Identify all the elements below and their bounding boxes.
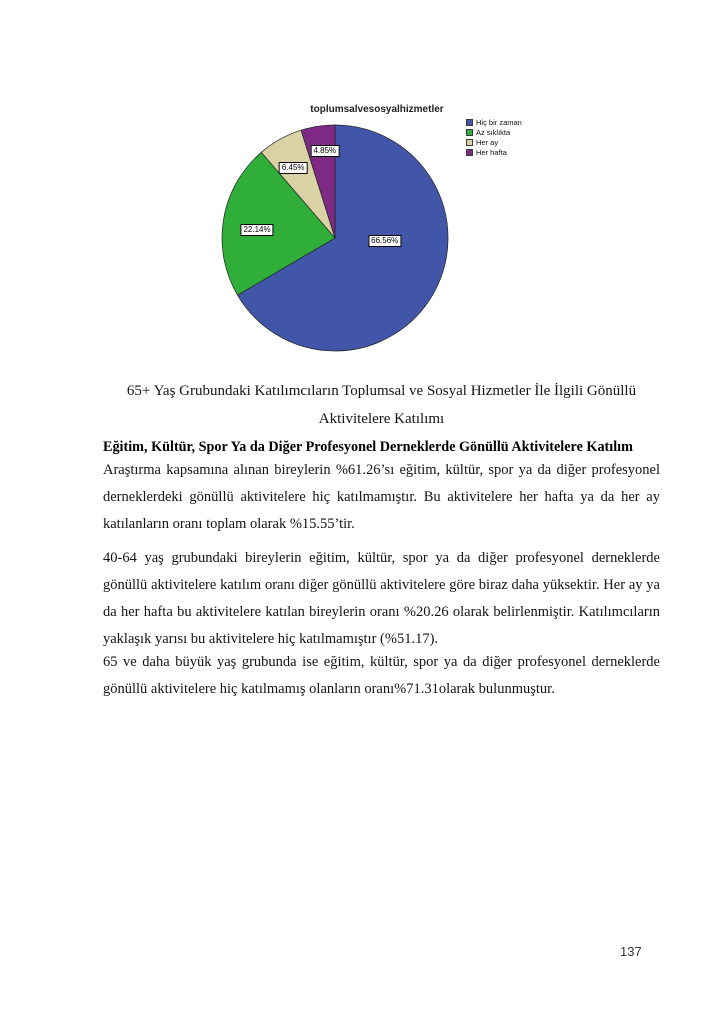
pie-slice-value-label: 22.14% xyxy=(240,224,273,236)
chart-title: toplumsalvesosyalhizmetler xyxy=(310,104,444,115)
paragraph-1: Araştırma kapsamına alınan bireylerin %61.26’sı eğitim, kültür, spor ya da diğer profesyonel derneklerdeki gönüllü aktivitelere hiç katılmamıştır. Bu aktivitelere her hafta ya da her ay katılanların oranı toplam olarak %15.55’tir. xyxy=(103,462,660,532)
figure-caption-line2: Aktivitelere Katılımı xyxy=(318,411,445,427)
legend-swatch-icon xyxy=(466,119,473,126)
legend-item-label: Her hafta xyxy=(476,148,507,157)
legend-item xyxy=(466,118,522,127)
legend-item xyxy=(466,128,522,137)
legend-swatch-icon xyxy=(466,129,473,136)
figure-caption-line1: 65+ Yaş Grubundaki Katılımcıların Toplumsal ve Sosyal Hizmetler İle İlgili Gönüllü xyxy=(126,383,637,399)
legend-swatch-icon xyxy=(466,149,473,156)
legend-swatch-icon xyxy=(466,139,473,146)
pie-slice-value-label: 6.45% xyxy=(279,162,308,174)
legend-item xyxy=(466,148,522,157)
chart-legend xyxy=(466,118,522,158)
legend-item xyxy=(466,138,522,147)
section-heading: Eğitim, Kültür, Spor Ya da Diğer Profesyonel Derneklerde Gönüllü Aktivitelere Katılım xyxy=(103,439,633,455)
pie-slice-value-label: 66.56% xyxy=(368,235,401,247)
pie-chart xyxy=(220,123,450,353)
legend-item-label: Hiç bir zaman xyxy=(476,118,522,127)
page-number: 137 xyxy=(620,944,642,959)
legend-item-label: Her ay xyxy=(476,138,499,147)
figure-caption xyxy=(103,377,660,433)
paragraph-3: 65 ve daha büyük yaş grubunda ise eğitim, kültür, spor ya da diğer profesyonel derneklerde gönüllü aktivitelere hiç katılmamış olanların oranı%71.31olarak bulunmuştur. xyxy=(103,654,660,697)
pie-slice-value-label: 4.85% xyxy=(310,145,339,157)
paragraph-2: 40-64 yaş grubundaki bireylerin eğitim, kültür, spor ya da diğer profesyonel derneklerde gönüllü aktivitelere katılım oranı diğer gönüllü aktivitelere göre biraz daha yüksektir. Her ay ya da her hafta bu aktivitelere katılan bireylerin oranı %20.26 olarak belirlenmiştir. Katılımcıların yaklaşık yarısı bu aktivitelere hiç katılmamıştır (%51.17). xyxy=(103,550,660,647)
legend-item-label: Az sıklıkta xyxy=(476,128,511,137)
